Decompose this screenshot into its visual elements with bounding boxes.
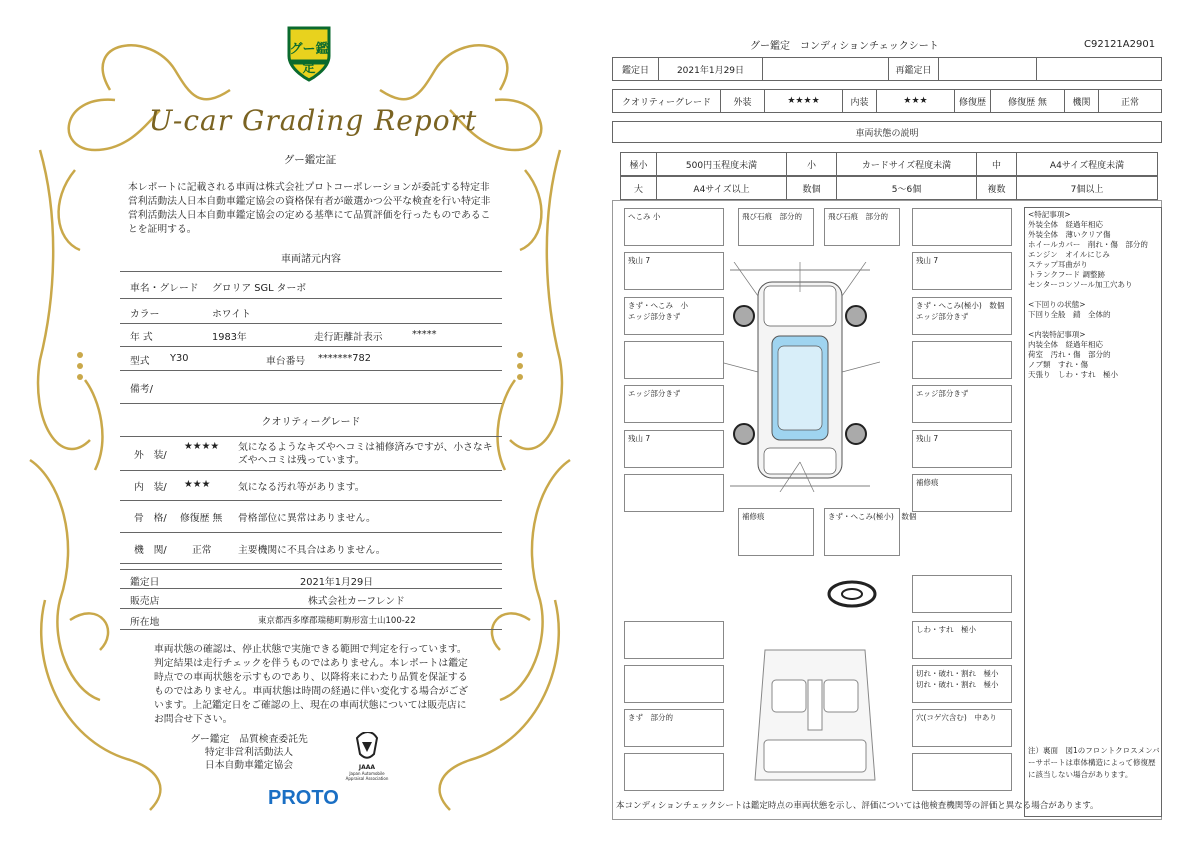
callout-front-left: へこみ 小 [624,208,724,246]
steering-wheel-icon [826,579,878,609]
date-blank [763,58,889,80]
color-value: ホワイト [212,309,251,320]
large-label: 大 [621,177,657,199]
callout-interior-left-4 [624,753,724,791]
callout-left-tire-front: 残山 7 [624,252,724,290]
dealer-value: 株式会社カーフレンド [308,596,405,607]
address-value: 東京都西多摩郡瑞穂町駒形富士山100-22 [258,616,416,626]
callout-front-center-right: 飛び石痕 部分的 [824,208,900,246]
callout-front-center-left: 飛び石痕 部分的 [738,208,814,246]
address-label: 所在地 [130,617,160,628]
callout-left-blank-1 [624,341,724,379]
exterior-stars: ★★★★ [184,441,220,452]
date-label: 鑑定日 [613,58,659,80]
quality-row-exterior [120,436,502,470]
jaaa-logo [342,732,392,784]
jaaa-emblem-icon [354,732,380,760]
callout-right-tire-front: 残山 7 [912,252,1012,290]
association-line-2: 特定非営利活動法人 [204,747,294,758]
int-stars: ★★★ [877,90,955,112]
certificate-body: 本レポートに記載される車両は株式会社プロトコーポレーションが委託する特定非営利活動法人日本自動車鑑定協会の資格保有者が厳選かつ公平な検査を行い特定非営利活動法人日本自動車鑑定協会の定める基準にて品質評価を行ったものであることを証明する。 [128,182,491,235]
jaaa-text: JAAA [358,764,376,771]
callout-right-blank-1 [912,341,1012,379]
callout-left-blank-2 [624,474,724,512]
notes-footer: 注）裏面 図1のフロントクロスメンバーサポートは車体構造によって修復歴に該当しない場合があります。 [1028,746,1160,779]
interior-stars: ★★★ [184,479,211,490]
ext-stars: ★★★★ [765,90,843,112]
address-row [120,608,502,630]
callout-rear-center-left: 補修痕 [738,508,814,556]
explain-heading: 車両状態の説明 [612,121,1162,143]
appraisal-date-value: 2021年1月29日 [300,577,374,588]
large-desc: A4サイズ以上 [657,177,787,199]
color-label: カラー [130,309,160,320]
mileage-label: 走行距離計表示 [314,332,383,343]
name-value: グロリア SGL ターボ [212,283,307,294]
frame-desc: 骨格部位に異常はありません。 [238,513,376,524]
tiny-label: 極小 [621,153,657,175]
callout-right-tire-rear: 残山 7 [912,430,1012,468]
specs-heading: 車両諸元内容 [281,254,341,265]
sheet-title: グー鑑定 コンディションチェックシート [750,41,939,52]
quality-row-interior [120,470,502,500]
goo-kantei-logo [284,22,334,84]
sheet-code: C92121A2901 [1084,39,1156,50]
spec-row-year [120,323,502,346]
qg-label: クオリティーグレード [613,90,721,112]
exterior-desc: 気になるようなキズやヘコミは補修済みですが、小さなキズやヘコミは残っています。 [238,442,493,466]
engine-desc: 主要機関に不具合はありません。 [238,545,386,556]
year-value: 1983年 [212,332,247,343]
model-value: Y30 [170,353,189,364]
callout-left-front-door: きず・へこみ 小 エッジ部分きず [624,297,724,335]
callout-rear-center-right: きず・へこみ(極小) 数個 [824,508,900,556]
certificate-title: グー鑑定証 [283,154,337,166]
callout-interior-left-2 [624,665,724,703]
condition-check-sheet [600,0,1200,848]
callout-interior-left-3: きず 部分的 [624,709,724,747]
small-label: 小 [787,153,837,175]
multi-desc: 7個以上 [1070,184,1104,195]
count-label: 数個 [787,177,837,199]
engine-label: 機関 [1065,90,1099,112]
mileage-value: ***** [412,329,437,340]
dealer-label: 販売店 [130,596,160,607]
car-body-diagram [720,262,880,492]
jaaa-subtext: Japan Automobile Appraisal Association [345,771,389,781]
engine-value: 正常 [192,545,212,556]
spec-row-name [120,271,502,298]
small-desc: カードサイズ程度未満 [837,153,977,175]
spec-row-color [120,298,502,323]
repair-label: 修復歴 [955,90,991,112]
date-row [612,57,1162,81]
year-label: 年 式 [130,332,153,343]
name-label: 車名・グレード [130,283,199,294]
exterior-label: 外 装/ [134,450,167,461]
frame-label: 骨 格/ [134,513,167,524]
notes-panel [1024,207,1162,817]
redate-value [939,58,1037,80]
legend-row-2 [620,176,1158,200]
association-block [174,733,324,772]
medium-label: 中 [977,153,1017,175]
interior-diagram [750,640,880,790]
callout-interior-right-4 [912,753,1012,791]
callout-rear-right: 補修痕 [912,474,1012,512]
association-line-3: 日本自動車鑑定協会 [204,760,294,771]
bottom-disclaimer: 本コンディションチェックシートは鑑定時点の車両状態を示し、評価については他検査機関等の評価と異なる場合があります。 [616,801,1099,811]
legend-row-1 [620,152,1158,176]
appraisal-date-row [120,569,502,588]
quality-grade-row [612,89,1162,113]
spec-row-remarks [120,370,502,404]
interior-desc: 気になる汚れ等があります。 [238,482,365,493]
model-label: 型式 [130,356,150,367]
quality-heading: クオリティーグレード [261,417,361,428]
remarks-label: 備考/ [130,384,153,395]
interior-label: 内 装/ [134,482,167,493]
callout-front-right [912,208,1012,246]
proto-logo: PROTO [268,787,339,809]
callout-right-rear-door: エッジ部分きず [912,385,1012,423]
tiny-desc: 500円玉程度未満 [657,153,787,175]
quality-row-engine [120,532,502,564]
medium-desc: A4サイズ程度未満 [1049,160,1125,171]
logo-text: グー鑑定 [289,42,329,76]
callout-interior-right-2: 切れ・破れ・割れ 極小 切れ・破れ・割れ 極小 [912,665,1012,703]
date-value: 2021年1月29日 [659,58,763,80]
callout-right-front-door: きず・へこみ(極小) 数個 エッジ部分きず [912,297,1012,335]
callout-interior-left-1 [624,621,724,659]
redate-label: 再鑑定日 [889,58,939,80]
report-title: U-car Grading Report [148,104,478,137]
appraisal-date-label: 鑑定日 [130,577,160,588]
ext-label: 外装 [721,90,765,112]
quality-row-frame [120,500,502,532]
callout-interior-right-3: 穴(コゲ穴含む) 中あり [912,709,1012,747]
callout-left-rear-door: エッジ部分きず [624,385,724,423]
callout-right-blank-2 [912,575,1012,613]
chassis-label: 車台番号 [266,356,306,367]
callout-left-tire-rear: 残山 7 [624,430,724,468]
int-label: 内装 [843,90,877,112]
spec-row-model [120,346,502,370]
multi-label: 複数 [977,177,1017,199]
count-desc: 5～6個 [837,177,977,199]
engine-value: 正常 [1120,97,1139,108]
engine-label: 機 関/ [134,545,167,556]
dealer-row [120,588,502,608]
frame-value: 修復歴 無 [180,513,223,524]
repair-value: 修復歴 無 [991,90,1065,112]
callout-interior-right-1: しわ・すれ 極小 [912,621,1012,659]
notes-text: <特記事項> 外装全体 経過年相応 外装全体 薄いクリア傷 ホイールカバー 削れ・傷 部分的 エンジン オイルにじみ ステップ耳曲がり トランクフード 調整跡 センターコンソール加工穴あり <下回りの状態> 下回り全般 錆 全体的 <内装特記事項> 内装全体 経過年相応 荷室 汚れ・傷 部分的 ノブ類 すれ・傷 天張り しわ・すれ 極小 [1028,210,1148,379]
chassis-value: *******782 [318,353,371,364]
association-line-1: グー鑑定 品質検査委託先 [190,734,308,745]
notice-text: 車両状態の確認は、停止状態で実施できる範囲で判定を行っています。判定結果は走行チェックを伴うものではありません。本レポートは鑑定時点での車両状態を示すものであり、以降将来にわたり品質を保証するものではありません。車両状態は時間の経過に伴い変化する場合がございます。上記鑑定日をご確認の上、現在の車両状態については販売店にお問合せ下さい。 [154,644,469,725]
